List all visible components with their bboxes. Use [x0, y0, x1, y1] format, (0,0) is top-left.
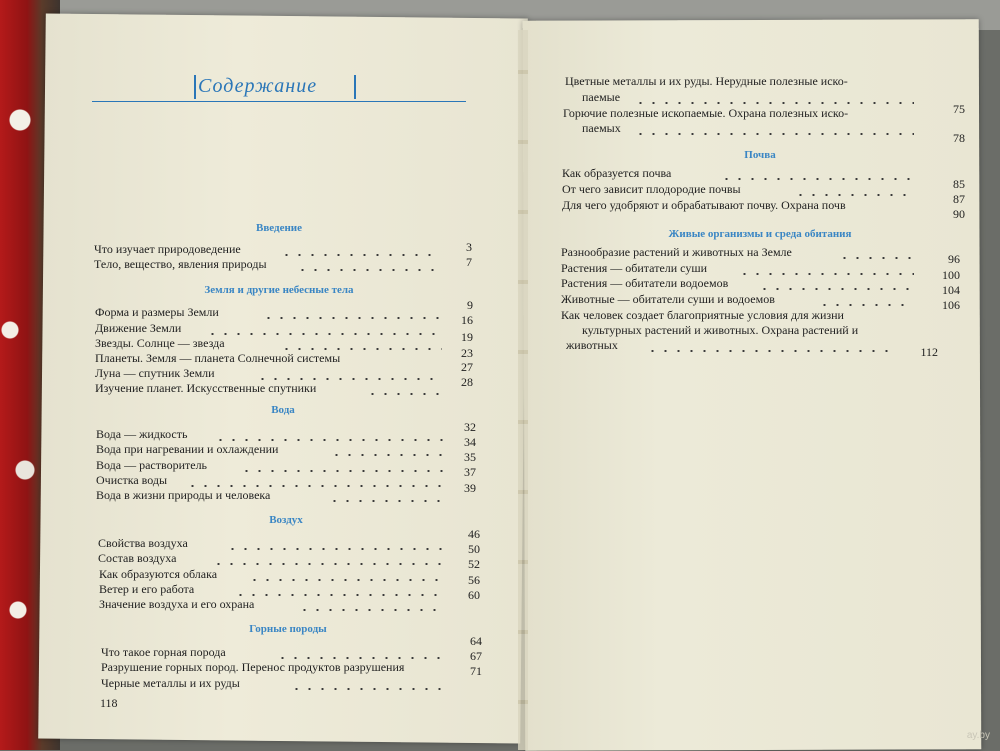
toc-page: 35	[464, 450, 476, 464]
toc-page: 50	[468, 542, 480, 556]
toc-entry: Разрушение горных пород. Перенос продуктов разрушения	[101, 660, 405, 674]
toc-page: 23	[461, 346, 473, 360]
leader-dots	[838, 257, 914, 259]
leader-dots	[330, 454, 444, 456]
leader-dots	[366, 393, 442, 395]
toc-page: 75	[953, 102, 965, 116]
toc-entry: Животные — обитатели суши и водоемов	[561, 292, 775, 306]
leader-dots	[226, 548, 446, 550]
leader-dots	[634, 102, 914, 104]
leader-dots	[646, 350, 898, 352]
section-heading: Воздух	[269, 514, 303, 526]
toc-entry-line: животных	[566, 338, 618, 352]
title-bar-left	[194, 75, 196, 99]
section-heading: Земля и другие небесные тела	[204, 284, 354, 296]
toc-page: 104	[942, 283, 960, 297]
toc-page: 9	[467, 298, 473, 312]
toc-page: 96	[948, 252, 960, 266]
leader-dots	[298, 609, 446, 611]
toc-page: 28	[461, 375, 473, 389]
toc-page: 32	[464, 420, 476, 434]
page-number: 118	[100, 696, 118, 710]
toc-entry: Для чего удобряют и обрабатывают почву. Охрана почв	[562, 198, 846, 212]
toc-entry: Очистка воды	[96, 473, 168, 487]
toc-page: 67	[470, 649, 482, 663]
toc-page: 16	[461, 313, 473, 327]
toc-page: 39	[464, 481, 476, 495]
leader-dots	[296, 269, 440, 271]
book-spine	[518, 30, 528, 750]
leader-dots	[794, 194, 916, 196]
section-heading: Живые организмы и среда обитания	[668, 228, 852, 240]
toc-entry: Ветер и его работа	[99, 582, 195, 596]
title-bar-right	[354, 75, 356, 99]
leader-dots	[276, 657, 446, 659]
toc-page: 46	[468, 527, 480, 541]
toc-page: 64	[470, 634, 482, 648]
toc-entry: Состав воздуха	[98, 551, 177, 565]
leader-dots	[280, 254, 440, 256]
leader-dots	[818, 304, 914, 306]
toc-page: 56	[468, 573, 480, 587]
toc-entry: Растения — обитатели суши	[561, 261, 708, 275]
section-heading: Введение	[255, 222, 303, 234]
toc-page: 71	[470, 664, 482, 678]
watermark: ay.by	[966, 730, 990, 741]
title-rule	[92, 101, 466, 102]
toc-entry-line: Цветные металлы и их руды. Нерудные полезные иско-	[565, 74, 848, 88]
leader-dots	[256, 378, 442, 380]
leader-dots	[212, 563, 446, 565]
toc-entry-line: паемых	[582, 121, 621, 135]
toc-page: 19	[461, 330, 473, 344]
toc-entry-line: культурных растений и животных. Охрана растений и	[582, 323, 859, 337]
leader-dots	[240, 470, 444, 472]
section-heading: Вода	[271, 404, 295, 416]
toc-page: 106	[942, 298, 960, 312]
toc-entry-line: Как человек создает благоприятные условия для жизни	[561, 308, 844, 322]
toc-entry: Значение воздуха и его охрана	[99, 597, 255, 611]
toc-entry: Вода — жидкость	[96, 427, 188, 441]
toc-entry: Разнообразие растений и животных на Земле	[561, 245, 792, 259]
leader-dots	[280, 348, 442, 350]
leader-dots	[262, 317, 442, 319]
toc-entry: От чего зависит плодородие почвы	[562, 182, 741, 196]
toc-entry-line: паемые	[582, 90, 621, 104]
section-heading: Горные породы	[249, 623, 327, 635]
toc-entry: Звезды. Солнце — звезда	[95, 336, 225, 350]
toc-entry: Растения — обитатели водоемов	[561, 276, 729, 290]
leader-dots	[234, 594, 446, 596]
leader-dots	[186, 485, 444, 487]
toc-entry: Черные металлы и их руды	[101, 676, 240, 690]
toc-page: 3	[466, 240, 472, 254]
toc-entry: Луна — спутник Земли	[95, 366, 215, 380]
leader-dots	[248, 579, 446, 581]
toc-entry: Вода — растворитель	[96, 458, 208, 472]
toc-page: 78	[953, 131, 965, 145]
leader-dots	[290, 688, 446, 690]
toc-entry: Вода при нагревании и охлаждении	[96, 442, 279, 456]
toc-page: 37	[464, 465, 476, 479]
leader-dots	[206, 333, 442, 335]
toc-entry: Движение Земли	[95, 321, 182, 335]
toc-entry-line: Горючие полезные ископаемые. Охрана полезных иско-	[563, 106, 849, 120]
toc-page: 85	[953, 177, 965, 191]
leader-dots	[720, 178, 916, 180]
leader-dots	[758, 288, 914, 290]
leader-dots	[214, 439, 444, 441]
page-title: Содержание	[198, 75, 318, 97]
leader-dots	[738, 273, 914, 275]
toc-page: 90	[953, 207, 965, 221]
toc-entry: Изучение планет. Искусственные спутники	[95, 381, 317, 395]
toc-entry: Как образуется почва	[562, 166, 672, 180]
leader-dots	[328, 500, 444, 502]
toc-entry: Что такое горная порода	[101, 645, 226, 659]
toc-page: 52	[468, 557, 480, 571]
toc-page: 112	[920, 345, 938, 359]
leader-dots	[634, 133, 914, 135]
toc-entry: Тело, вещество, явления природы	[94, 257, 267, 271]
toc-page: 100	[942, 268, 960, 282]
toc-page: 87	[953, 192, 965, 206]
toc-entry: Свойства воздуха	[98, 536, 188, 550]
toc-entry: Что изучает природоведение	[94, 242, 241, 256]
toc-page: 60	[468, 588, 480, 602]
toc-page: 7	[466, 255, 472, 269]
toc-entry: Форма и размеры Земли	[95, 305, 219, 319]
toc-page: 27	[461, 360, 473, 374]
toc-entry: Вода в жизни природы и человека	[96, 488, 271, 502]
toc-page: 34	[464, 435, 476, 449]
toc-entry: Как образуются облака	[99, 567, 218, 581]
toc-entry: Планеты. Земля — планета Солнечной системы	[95, 351, 341, 365]
section-heading: Почва	[744, 149, 776, 161]
